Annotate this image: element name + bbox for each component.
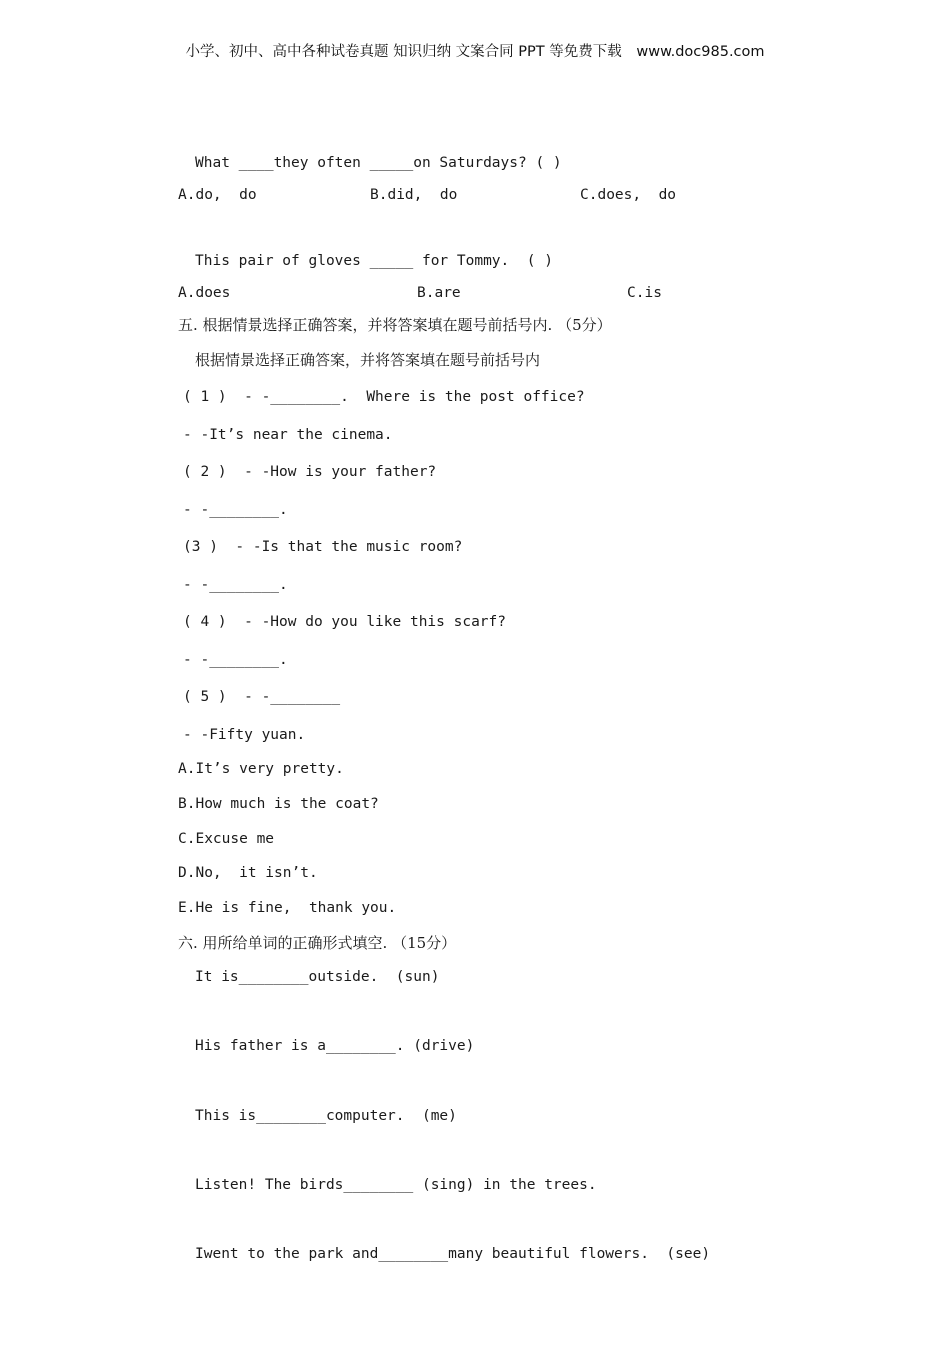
option-b: B.did, do	[370, 187, 458, 203]
dialog-line: ( 4 ) - -How do you like this scarf?	[183, 614, 507, 630]
fill-item: This is________computer. (me)	[195, 1108, 457, 1124]
section-title: 五. 根据情景选择正确答案，并将答案填在题号前括号内. （5分）	[178, 316, 612, 334]
section-title: 六. 用所给单词的正确形式填空. （15分）	[178, 934, 457, 952]
header-text: 小学、初中、高中各种试卷真题 知识归纳 文案合同 PPT 等免费下载	[185, 44, 622, 60]
dialog-line: - -It’s near the cinema.	[183, 427, 393, 443]
fill-item: Iwent to the park and________many beautiful flowers. (see)	[195, 1246, 711, 1262]
dialog-line: ( 5 ) - -________	[183, 689, 341, 705]
question-stem: This pair of gloves _____ for Tommy. ( )	[195, 253, 553, 269]
dialog-line: - -________.	[183, 577, 288, 593]
header-url[interactable]: www.doc985.com	[636, 44, 765, 60]
choice-item: B.How much is the coat?	[178, 796, 379, 812]
fill-item: It is________outside. (sun)	[195, 969, 440, 985]
dialog-line: - -Fifty yuan.	[183, 727, 306, 743]
choice-item: D.No, it isn’t.	[178, 865, 318, 881]
dialog-line: ( 1 ) - -________. Where is the post office?	[183, 389, 585, 405]
choice-item: A.It’s very pretty.	[178, 761, 344, 777]
dialog-line: ( 2 ) - -How is your father?	[183, 464, 437, 480]
choice-item: C.Excuse me	[178, 831, 275, 847]
fill-item: Listen! The birds________ (sing) in the trees.	[195, 1177, 597, 1193]
section-instruction: 根据情景选择正确答案，并将答案填在题号前括号内	[195, 351, 541, 369]
option-b: B.are	[417, 285, 461, 301]
option-a: A.do, do	[178, 187, 257, 203]
dialog-line: - -________.	[183, 502, 288, 518]
dialog-line: (3 ) - -Is that the music room?	[183, 539, 463, 555]
choice-item: E.He is fine, thank you.	[178, 900, 397, 916]
option-c: C.is	[627, 285, 662, 301]
option-a: A.does	[178, 285, 231, 301]
option-c: C.does, do	[580, 187, 677, 203]
dialog-line: - -________.	[183, 652, 288, 668]
fill-item: His father is a________. (drive)	[195, 1038, 475, 1054]
page-header	[0, 40, 950, 61]
question-stem: What ____they often _____on Saturdays? ( )	[195, 155, 562, 171]
